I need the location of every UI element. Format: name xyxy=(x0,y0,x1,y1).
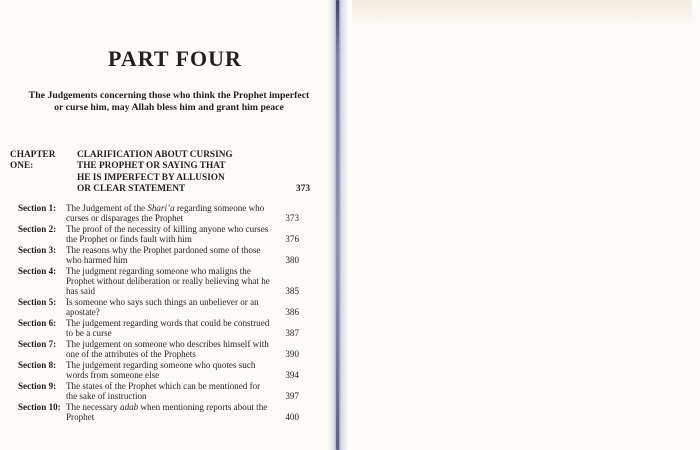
section-page-number: 400 xyxy=(285,412,299,422)
book-gutter-line xyxy=(336,0,339,450)
section-page-number: 385 xyxy=(285,286,299,296)
section-page-number: 380 xyxy=(285,255,299,265)
section-title: The proof of the necessity of killing anyone who curses the Prophet or finds fault with him xyxy=(66,224,269,244)
section-title: Is someone who says such things an unbeliever or an apostate? xyxy=(66,297,259,317)
part-subtitle xyxy=(8,90,330,114)
section-label: Section 6: xyxy=(18,318,57,328)
chapter-title-line: THE PROPHET OR SAYING THAT xyxy=(77,161,226,172)
toc-section-row xyxy=(18,360,299,380)
section-title: The reasons why the Prophet pardoned some of those who harmed him xyxy=(66,245,261,265)
section-page-number: 373 xyxy=(285,213,299,223)
chapter-one-entry xyxy=(10,150,310,196)
chapter-one-sections xyxy=(18,203,299,423)
section-page-number: 390 xyxy=(285,349,299,359)
chapter-title-line: HE IS IMPERFECT BY ALLUSION xyxy=(77,172,225,183)
right-page xyxy=(345,0,700,450)
toc-section-row xyxy=(18,245,299,265)
part-title: PART FOUR xyxy=(108,46,242,71)
chapter-one-page-number: 373 xyxy=(296,184,310,195)
section-label: Section 4: xyxy=(18,266,57,276)
toc-section-row xyxy=(18,318,299,338)
toc-section-row xyxy=(18,402,299,422)
toc-section-row xyxy=(18,381,299,401)
section-title: The judgement regarding words that could be construed to be a curse xyxy=(66,318,270,338)
section-label: Section 9: xyxy=(18,381,57,391)
section-label: Section 8: xyxy=(18,360,57,370)
section-page-number: 376 xyxy=(285,234,299,244)
chapter-title-line: OR CLEAR STATEMENT xyxy=(77,184,186,195)
left-page xyxy=(0,0,335,450)
toc-section-row xyxy=(18,203,299,223)
part-subtitle-line-2: or curse him, may Allah bless him and grant him peace xyxy=(54,102,284,113)
section-label: Section 3: xyxy=(18,245,57,255)
section-label: Section 1: xyxy=(18,203,57,213)
section-page-number: 387 xyxy=(285,328,299,338)
part-subtitle-line-1: The Judgements concerning those who think the Prophet imperfect xyxy=(28,90,310,101)
section-title: The judgment regarding someone who maligns the Prophet without deliberation or really believing what he has said xyxy=(66,266,270,296)
chapter-title-line: CLARIFICATION ABOUT CURSING xyxy=(77,150,233,160)
section-title: The states of the Prophet which can be mentioned for the sake of instruction xyxy=(66,381,261,401)
chapter-one-label: CHAPTER ONE: xyxy=(10,150,56,172)
section-label: Section 7: xyxy=(18,339,57,349)
toc-section-row xyxy=(18,266,299,296)
section-title: The necessary adab when mentioning reports about the Prophet xyxy=(66,402,268,422)
toc-section-row xyxy=(18,297,299,317)
section-label: Section 5: xyxy=(18,297,57,307)
chapter-one-title xyxy=(77,150,278,196)
section-title: The Judgement of the Shari’a regarding someone who curses or disparages the Prophet xyxy=(66,203,265,223)
section-title: The judgement regarding someone who quotes such words from someone else xyxy=(66,360,256,380)
section-page-number: 394 xyxy=(285,370,299,380)
section-title: The judgement on someone who describes himself with one of the attributes of the Prophets xyxy=(66,339,269,359)
section-label: Section 10: xyxy=(18,402,61,412)
toc-section-row xyxy=(18,339,299,359)
section-page-number: 386 xyxy=(285,307,299,317)
toc-section-row xyxy=(18,224,299,244)
section-label: Section 2: xyxy=(18,224,57,234)
section-page-number: 397 xyxy=(285,391,299,401)
